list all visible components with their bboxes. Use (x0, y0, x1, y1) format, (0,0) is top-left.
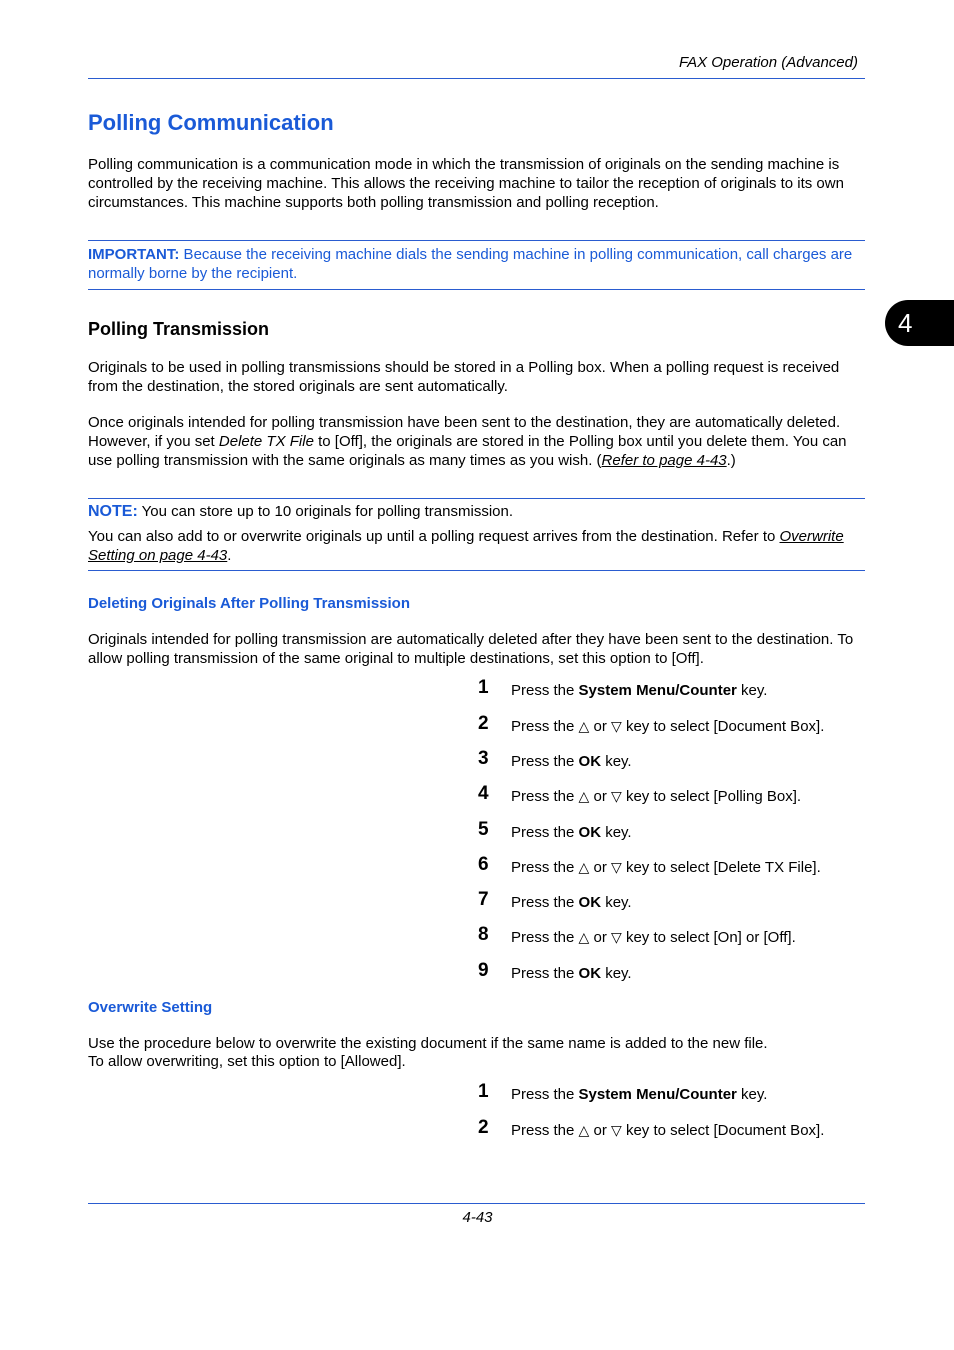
page-title: Polling Communication (88, 110, 334, 135)
step-number: 3 (478, 748, 489, 769)
deleting-title: Deleting Originals After Polling Transmission (88, 595, 411, 612)
step-item (478, 854, 878, 880)
polling-paragraph-1: Originals to be used in polling transmissions should be stored in a Polling box. When a polling request is received from the destination, the stored originals are sent automatically. (88, 359, 840, 395)
running-header: FAX Operation (Advanced) (679, 54, 858, 71)
step-text: Press the OK key. (511, 824, 632, 841)
up-arrow-icon: △ (578, 1122, 590, 1138)
key-name: OK (578, 894, 602, 911)
note-bottom-rule (88, 570, 865, 571)
step-item (478, 1117, 878, 1143)
down-arrow-icon: ▽ (611, 788, 622, 804)
deleting-paragraph: Originals intended for polling transmission are automatically deleted after they have been sent to the destination. To allow polling transmission of the same original to multiple destinations, set this option to [Off]. (88, 631, 854, 667)
down-arrow-icon: ▽ (611, 929, 622, 945)
step-text: Press the OK key. (511, 894, 632, 911)
step-text: Press the △ or ▽ key to select [On] or [Off]. (511, 929, 796, 946)
step-text: Press the OK key. (511, 753, 632, 770)
step-item (478, 713, 878, 739)
key-name: OK (578, 753, 602, 770)
step-text: Press the △ or ▽ key to select [Polling Box]. (511, 788, 802, 805)
step-number: 2 (478, 1117, 489, 1138)
para2-text-b: to [Off], the originals are stored in the Polling box until you delete them. You can use polling transmission with the same originals as many times as you wish. ( (88, 433, 847, 469)
note2-text-b: . (227, 547, 232, 564)
up-arrow-icon: △ (578, 929, 590, 945)
polling-paragraph-2 (88, 413, 866, 470)
note2-text-a: You can also add to or overwrite originals up until a polling request arrives from the destination. Refer to (88, 528, 780, 545)
step-text: Press the OK key. (511, 965, 632, 982)
intro-paragraph: Polling communication is a communication mode in which the transmission of originals on the sending machine is controlled by the receiving machine. This allows the receiving machine to tailor the reception of originals to its own circumstances. This machine supports both polling transmission and polling reception. (88, 156, 844, 211)
subsection-title: Polling Transmission (88, 319, 270, 339)
step-item (478, 819, 878, 845)
step-number: 9 (478, 960, 489, 981)
step-number: 1 (478, 677, 489, 698)
step-text: Press the System Menu/Counter key. (511, 1086, 768, 1103)
step-number: 6 (478, 854, 489, 875)
step-text: Press the △ or ▽ key to select [Document Box]. (511, 718, 825, 735)
para2-text-c: .) (726, 452, 736, 469)
important-label: IMPORTANT: (88, 246, 180, 263)
step-text: Press the System Menu/Counter key. (511, 682, 768, 699)
step-item (478, 677, 878, 703)
key-name: System Menu/Counter (578, 682, 737, 699)
down-arrow-icon: ▽ (611, 1122, 622, 1138)
note-paragraph-2 (88, 527, 866, 565)
up-arrow-icon: △ (578, 788, 590, 804)
key-name: OK (578, 965, 602, 982)
step-item (478, 748, 878, 774)
up-arrow-icon: △ (578, 718, 590, 734)
step-number: 5 (478, 819, 489, 840)
step-text: Press the △ or ▽ key to select [Document Box]. (511, 1122, 825, 1139)
note-line (88, 502, 866, 521)
delete-tx-file-setting: Delete TX File (218, 433, 314, 450)
page-number: 4-43 (462, 1209, 493, 1226)
key-name: OK (578, 824, 602, 841)
important-note (88, 245, 866, 283)
overwrite-paragraph-1: Use the procedure below to overwrite the existing document if the same name is added to the new file. (88, 1035, 768, 1052)
overwrite-paragraph-2: To allow overwriting, set this option to [Allowed]. (88, 1053, 406, 1070)
para2-text-a: Once originals intended for polling transmission have been sent to the destination, they are automatically deleted. However, if you set (88, 414, 841, 450)
down-arrow-icon: ▽ (611, 859, 622, 875)
step-number: 2 (478, 713, 489, 734)
note-label: NOTE: (88, 503, 138, 520)
header-rule (88, 78, 865, 79)
down-arrow-icon: ▽ (611, 718, 622, 734)
important-bottom-rule (88, 289, 865, 290)
key-name: System Menu/Counter (578, 1086, 737, 1103)
important-top-rule (88, 240, 865, 241)
step-number: 7 (478, 889, 489, 910)
step-number: 4 (478, 783, 489, 804)
up-arrow-icon: △ (578, 859, 590, 875)
chapter-tab: 4 (885, 300, 954, 346)
overwrite-title: Overwrite Setting (88, 999, 213, 1016)
step-number: 1 (478, 1081, 489, 1102)
overwrite-setting-link[interactable]: Overwrite Setting on page 4-43 (88, 528, 844, 564)
important-text: Because the receiving machine dials the sending machine in polling communication, call charges are normally borne by the recipient. (88, 246, 853, 282)
step-number: 8 (478, 924, 489, 945)
step-item (478, 960, 878, 986)
note-text: You can store up to 10 originals for polling transmission. (137, 503, 514, 520)
refer-page-link[interactable]: Refer to page 4-43 (601, 452, 727, 469)
step-item (478, 889, 878, 915)
step-item (478, 1081, 878, 1107)
footer-rule (88, 1203, 865, 1204)
step-item (478, 783, 878, 809)
step-text: Press the △ or ▽ key to select [Delete TX File]. (511, 859, 821, 876)
step-item (478, 924, 878, 950)
note-top-rule (88, 498, 865, 499)
